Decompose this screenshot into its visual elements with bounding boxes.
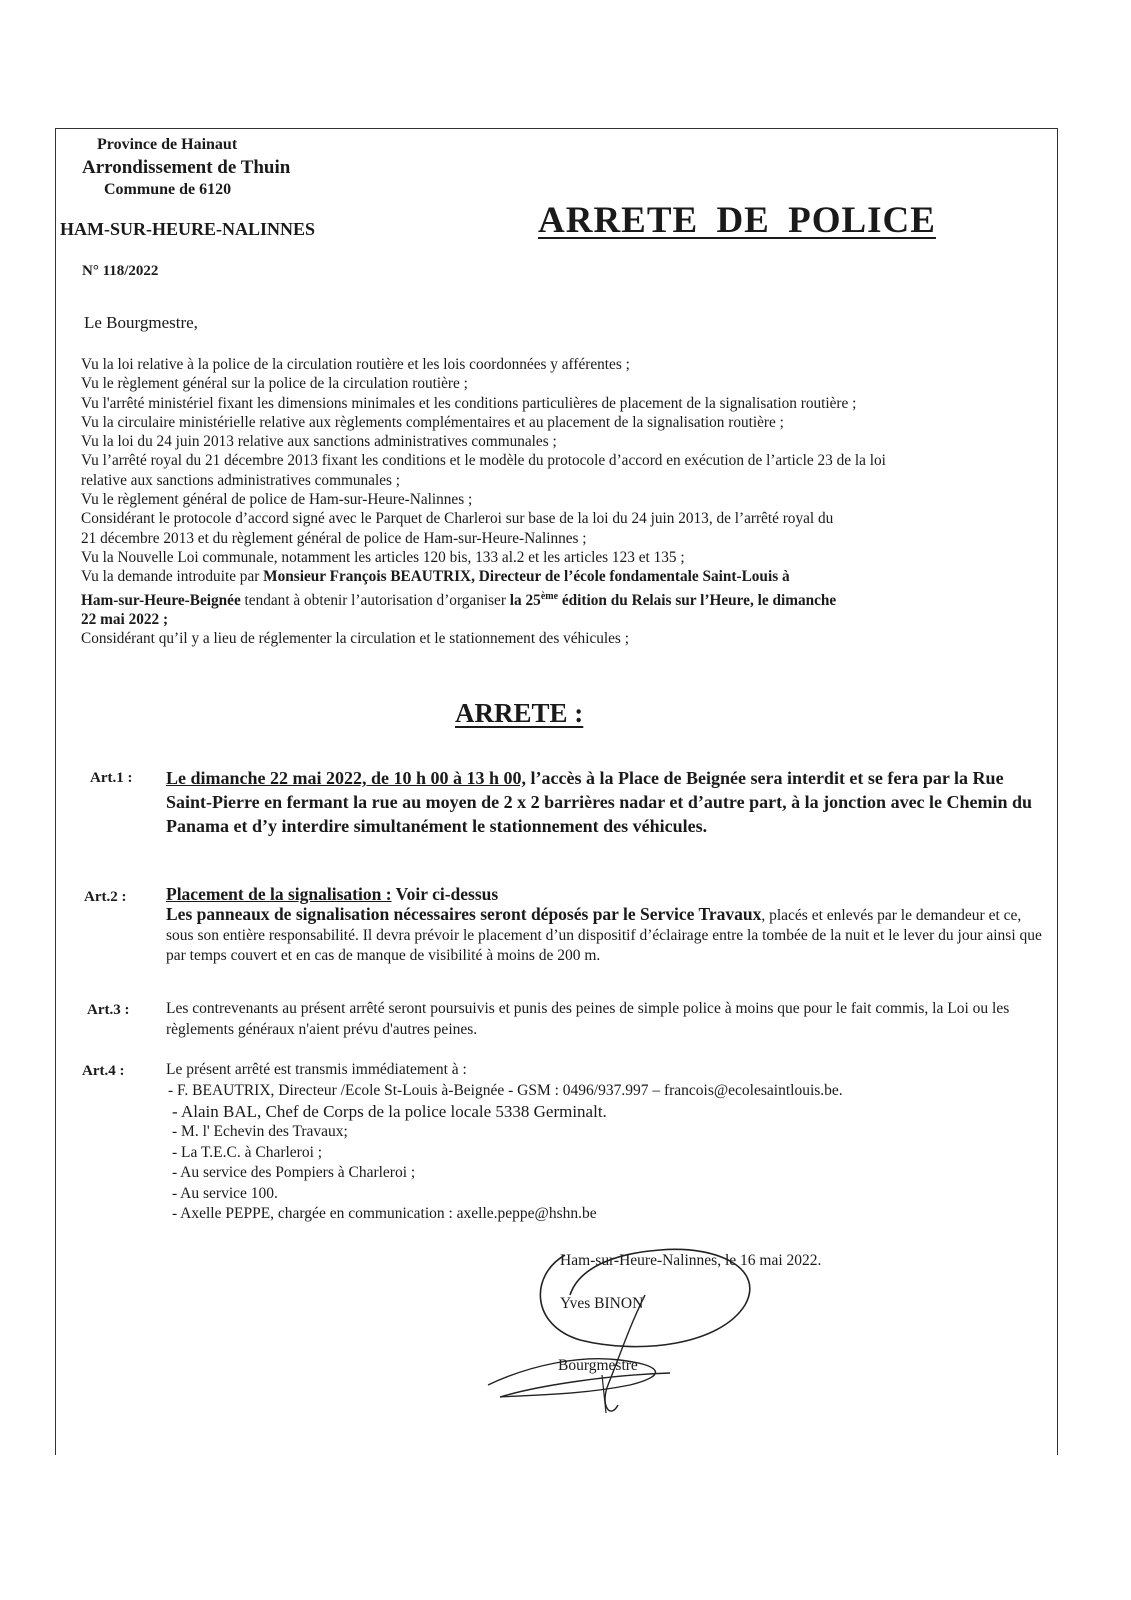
art3-text: Les contrevenants au présent arrêté seront poursuivis et punis des peines de simple police à moins que pour le fait commis, la Loi ou les règlements généraux n'aient prévu d'autres peines.	[166, 1000, 1010, 1038]
art2-text	[166, 904, 1046, 966]
art2-bold: Les panneaux de signalisation nécessaires seront déposés par le Service Travaux	[166, 904, 762, 924]
request-requester-place: Ham-sur-Heure-Beignée	[81, 591, 241, 609]
signature-place-date: Ham-sur-Heure-Nalinnes, le 16 mai 2022.	[560, 1252, 822, 1269]
request-intro: Vu la demande introduite par	[81, 568, 264, 586]
recital-line: Vu l’arrêté royal du 21 décembre 2013 fixant les conditions et le modèle du protocole d’accord en exécution de l’article 23 de la loi	[81, 452, 886, 470]
recipient-item: - La T.E.C. à Charleroi ;	[172, 1143, 323, 1161]
signature-role: Bourgmestre	[558, 1357, 638, 1374]
arrondissement-label: Arrondissement de Thuin	[82, 157, 291, 178]
recital-line: Vu la loi du 24 juin 2013 relative aux sanctions administratives communales ;	[81, 433, 557, 451]
recital-line: Considérant qu’il y a lieu de réglementer la circulation et le stationnement des véhicules ;	[81, 630, 629, 648]
town-label: HAM-SUR-HEURE-NALINNES	[60, 219, 316, 239]
recital-line: Considérant le protocole d’accord signé avec le Parquet de Charleroi sur base de la loi du 24 juin 2013, de l’arrêté royal du	[81, 510, 834, 528]
art1-date: Le dimanche 22 mai 2022, de 10 h 00 à 13 h 00,	[166, 768, 527, 788]
recital-line: relative aux sanctions administratives communales ;	[81, 471, 401, 489]
art2-lead-underlined: Placement de la signalisation :	[166, 884, 392, 904]
request-requester: Monsieur François BEAUTRIX, Directeur de l’école fondamentale Saint-Louis à	[263, 568, 790, 586]
recital-line: Vu le règlement général sur la police de la circulation routière ;	[81, 375, 468, 393]
art2-lead	[166, 884, 1046, 904]
commune-label: Commune de 6120	[104, 181, 232, 198]
art2-body	[166, 884, 1046, 966]
province-label: Province de Hainaut	[97, 136, 238, 153]
recital-line: Vu l'arrêté ministériel fixant les dimensions minimales et les conditions particulières de placement de la signalisation routière ;	[81, 394, 857, 412]
document-title: ARRETE DE POLICE	[538, 200, 936, 241]
recipients-list	[168, 1081, 843, 1225]
recital-line: Vu la circulaire ministérielle relative aux règlements complémentaires et au placement de la signalisation routière ;	[81, 413, 784, 431]
document-frame-left	[55, 128, 56, 1455]
recitals-block	[81, 355, 1041, 649]
art4-intro: Le présent arrêté est transmis immédiatement à :	[166, 1061, 467, 1078]
recital-line: Vu la loi relative à la police de la circulation routière et les lois coordonnées y afférentes ;	[81, 356, 630, 373]
recital-line: 21 décembre 2013 et du règlement général de police de Ham-sur-Heure-Nalinnes ;	[81, 529, 587, 547]
art2-label: Art.2 :	[84, 889, 127, 905]
art4-label: Art.4 :	[82, 1063, 125, 1079]
art1-body	[166, 766, 1046, 838]
recipient-item: - Au service 100.	[172, 1184, 278, 1202]
handwritten-signature	[470, 1235, 770, 1425]
request-recital-date	[81, 610, 1041, 629]
request-recital	[81, 567, 1041, 586]
art3-label: Art.3 :	[87, 1002, 130, 1018]
recipient-item: - Au service des Pompiers à Charleroi ;	[172, 1164, 416, 1181]
request-event	[510, 592, 836, 609]
document-number: N° 118/2022	[82, 263, 159, 279]
request-event-date: 22 mai 2022 ;	[81, 610, 169, 628]
recipient-item: - F. BEAUTRIX, Directeur /Ecole St-Louis à-Beignée - GSM : 0496/937.997 – francois@ecolesaintlouis.be.	[168, 1082, 843, 1099]
salutation: Le Bourgmestre,	[84, 313, 198, 332]
request-recital-cont	[81, 587, 1041, 610]
request-purpose: tendant à obtenir l’autorisation d’organiser	[240, 591, 510, 609]
signature-name: Yves BINON	[560, 1295, 644, 1312]
art2-lead-rest: Voir ci-dessus	[391, 884, 499, 904]
art2-rest: , placés et enlevés par le demandeur et ce, sous son entière responsabilité. Il devra prévoir le placement d’un dispositif d’éclairage entre la tombée de la nuit et le lever du jour ainsi que par temps couvert et en cas de manque de visibilité à moins de 200 m.	[166, 907, 1042, 964]
section-title: ARRETE :	[455, 698, 584, 728]
request-event-a: la 25	[509, 591, 541, 609]
recipient-item: - Axelle PEPPE, chargée en communication : axelle.peppe@hshn.be	[172, 1205, 597, 1222]
art1-label: Art.1 :	[90, 770, 133, 786]
request-event-b: édition du Relais sur l’Heure, le dimanche	[558, 591, 837, 609]
art1-text: l’accès à la Place de Beignée sera interdit et se fera par la Rue Saint-Pierre en fermant la rue au moyen de 2 x 2 barrières nadar et d’autre part, à la jonction avec le Chemin du Panama et d’y interdire simultanément le stationnement des véhicules.	[166, 768, 1033, 836]
request-event-sup: ème	[540, 590, 559, 602]
recital-line: Vu la Nouvelle Loi communale, notamment les articles 120 bis, 133 al.2 et les articles 123 et 135 ;	[81, 548, 685, 566]
recipient-item: - Alain BAL, Chef de Corps de la police locale 5338 Germinalt.	[172, 1101, 607, 1121]
recipient-item: - M. l' Echevin des Travaux;	[172, 1123, 348, 1140]
recital-line: Vu le règlement général de police de Ham-sur-Heure-Nalinnes ;	[81, 491, 473, 509]
document-frame-top	[55, 128, 1057, 129]
document-frame-right	[1057, 128, 1058, 1455]
